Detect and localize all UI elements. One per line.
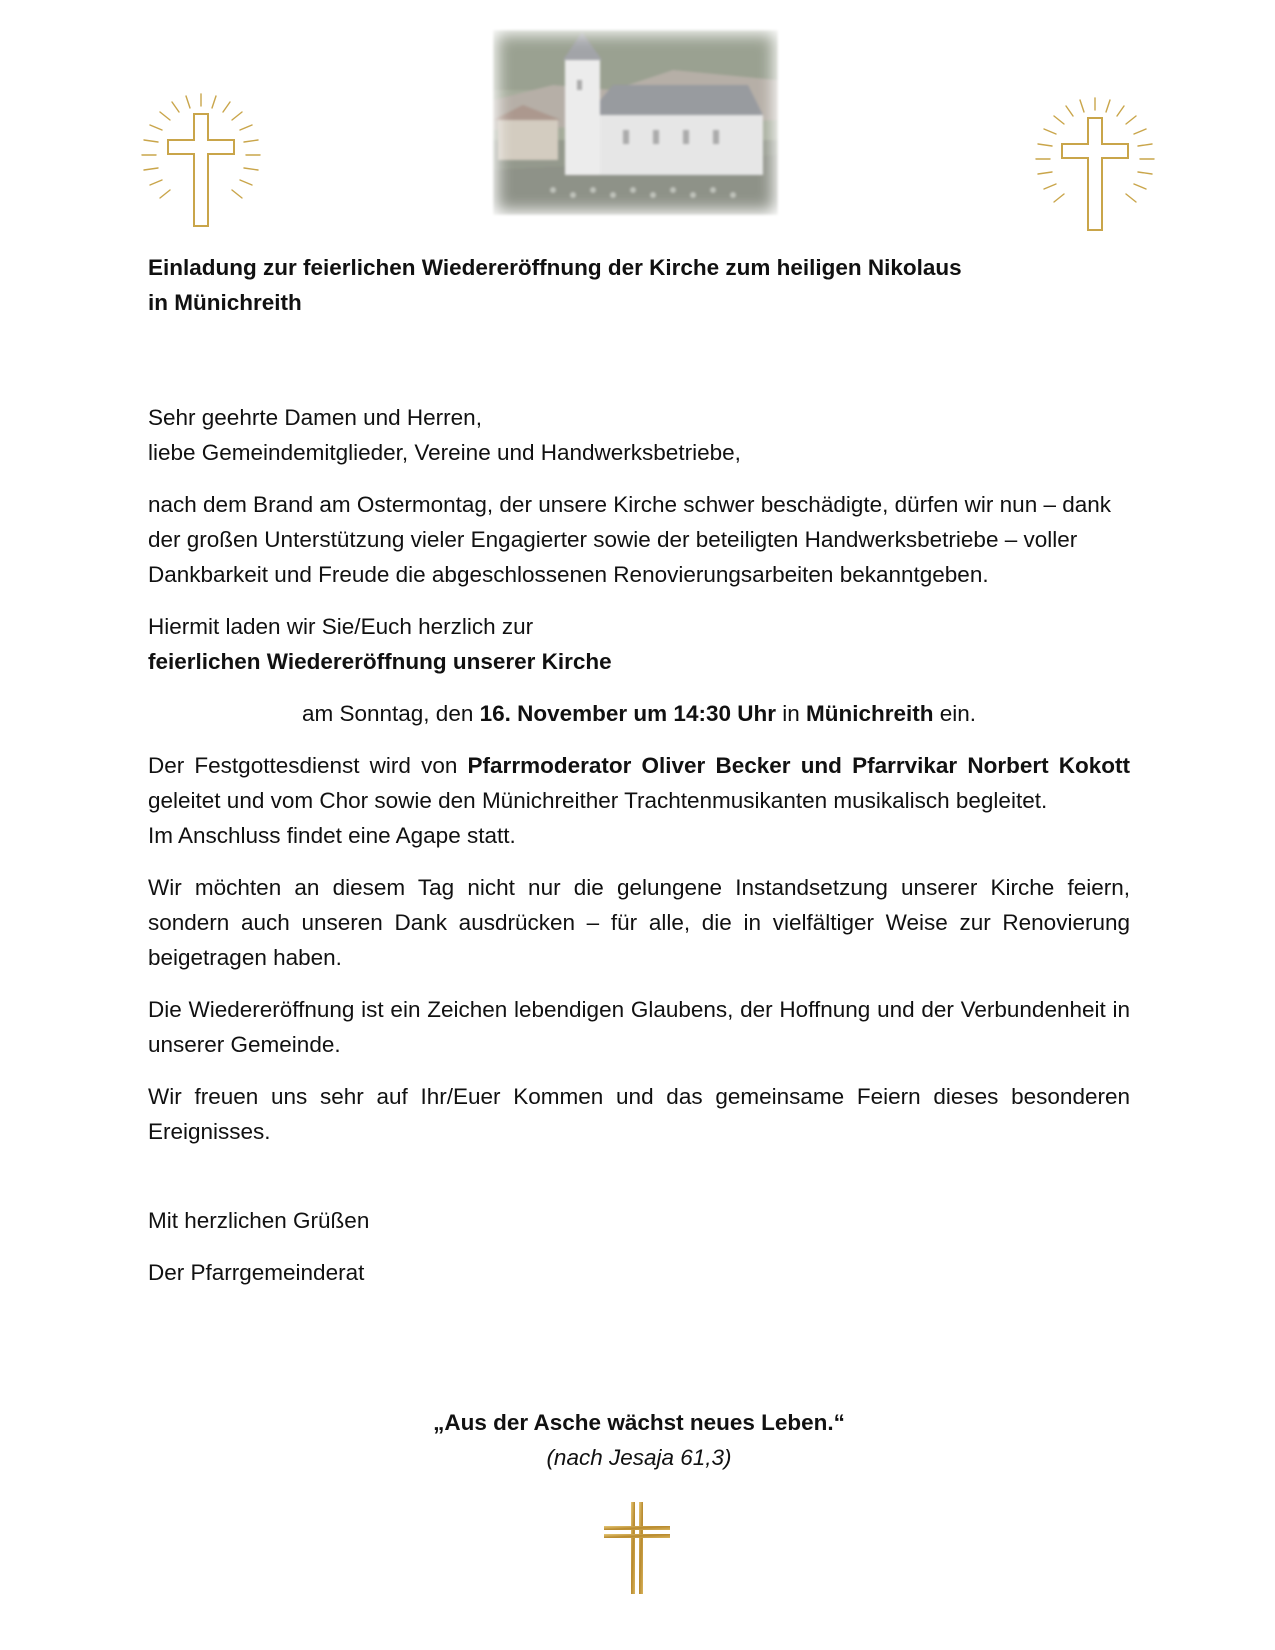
service-paragraph	[148, 748, 1130, 853]
date-suffix: ein.	[933, 701, 977, 726]
signoff-sender: Der Pfarrgemeinderat	[148, 1260, 365, 1285]
signoff-greeting: Mit herzlichen Grüßen	[148, 1208, 370, 1233]
title-line-2: in Münichreith	[148, 290, 302, 315]
agape-note: Im Anschluss findet eine Agape statt.	[148, 823, 516, 848]
bible-quote	[148, 1405, 1130, 1475]
quote-reference: (nach Jesaja 61,3)	[546, 1445, 732, 1470]
celebrants: Pfarrmoderator Oliver Becker und Pfarrvikar Norbert Kokott	[467, 753, 1130, 778]
closing-paragraph: Wir freuen uns sehr auf Ihr/Euer Kommen und das gemeinsame Feiern dieses besonderen Ereignisses.	[148, 1084, 1130, 1144]
date-mid: in	[775, 701, 806, 726]
radiant-cross-icon-left	[136, 92, 266, 232]
invitation-event: feierlichen Wiedereröffnung unserer Kirche	[148, 649, 612, 674]
invitation-line-1: Hiermit laden wir Sie/Euch herzlich zur	[148, 614, 534, 639]
event-date-line	[148, 696, 1130, 731]
service-text	[148, 748, 1130, 818]
service-suffix: geleitet und vom Chor sowie den Münichreither Trachtenmusikanten musikalisch begleitet.	[148, 788, 1048, 813]
title-line-1: Einladung zur feierlichen Wiedereröffnung der Kirche zum heiligen Nikolaus	[148, 255, 962, 280]
page-title	[148, 250, 1130, 320]
event-place: Münichreith	[806, 701, 934, 726]
letter-body	[148, 250, 1130, 1307]
invitation-paragraph	[148, 609, 1130, 679]
salutation	[148, 400, 1130, 470]
intro-paragraph: nach dem Brand am Ostermontag, der unsere Kirche schwer beschädigte, dürfen wir nun – dank der großen Unterstützung vieler Engagierter sowie der beteiligten Handwerksbetriebe – voller Dankbarkeit und Freude die abgeschlossenen Renovierungsarbeiten bekanntgeben.	[148, 492, 1112, 587]
church-photo	[493, 30, 778, 215]
event-date-time: 16. November um 14:30 Uhr	[479, 701, 776, 726]
thanks-paragraph: Wir möchten an diesem Tag nicht nur die gelungene Instandsetzung unserer Kirche feiern, sondern auch unseren Dank ausdrücken – für alle, die in vielfältiger Weise zur Renovierung beigetragen haben.	[148, 875, 1130, 970]
salutation-line-2: liebe Gemeindemitglieder, Vereine und Handwerksbetriebe,	[148, 440, 741, 465]
golden-cross-icon	[604, 1502, 670, 1594]
quote-text: „Aus der Asche wächst neues Leben.“	[433, 1410, 845, 1435]
service-prefix: Der Festgottesdienst wird von	[148, 753, 468, 778]
date-prefix: am Sonntag, den	[301, 701, 480, 726]
faith-paragraph: Die Wiedereröffnung ist ein Zeichen lebendigen Glaubens, der Hoffnung und der Verbundenheit in unserer Gemeinde.	[148, 997, 1130, 1057]
radiant-cross-icon-right	[1030, 96, 1160, 236]
salutation-line-1: Sehr geehrte Damen und Herren,	[148, 405, 482, 430]
